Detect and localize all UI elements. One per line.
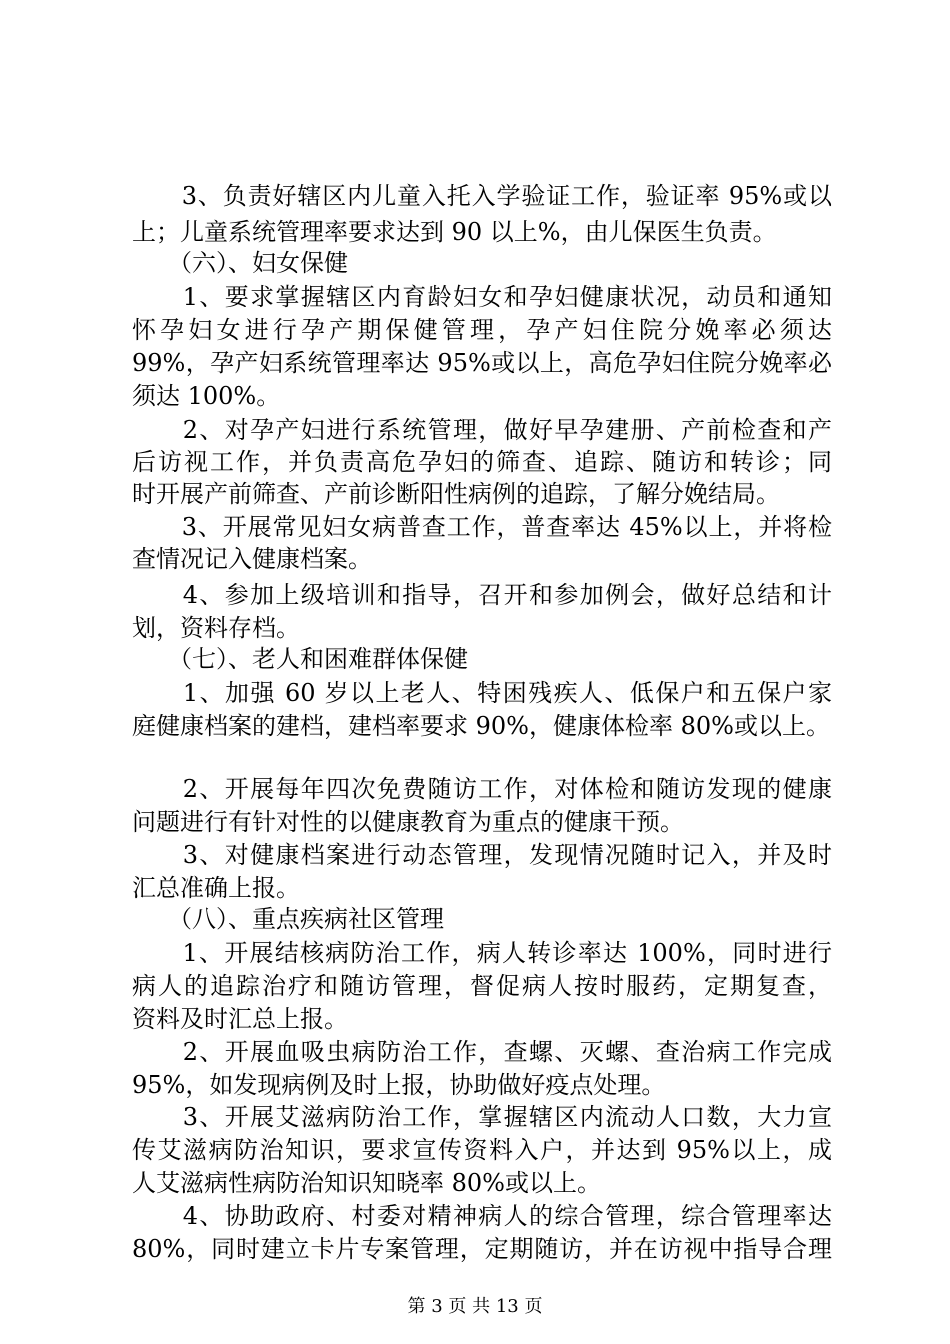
paragraph-line: 4、参加上级培训和指导，召开和参加例会，做好总结和计 [132, 581, 832, 609]
paragraph-line: 3、对健康档案进行动态管理，发现情况随时记入，并及时 [132, 841, 832, 869]
paragraph-line: 3、开展艾滋病防治工作，掌握辖区内流动人口数，大力宣 [132, 1103, 832, 1131]
paragraph-line: 传艾滋病防治知识，要求宣传资料入户，并达到 95%以上，成 [132, 1136, 832, 1164]
paragraph-line: 2、开展血吸虫病防治工作，查螺、灭螺、查治病工作完成 [132, 1038, 832, 1066]
paragraph-line: 2、开展每年四次免费随访工作，对体检和随访发现的健康 [132, 775, 832, 803]
paragraph-line: 须达 100%。 [132, 382, 281, 410]
paragraph-line: 查情况记入健康档案。 [132, 545, 372, 573]
section-heading: （六）、妇女保健 [132, 249, 348, 277]
paragraph-line: 资料及时汇总上报。 [132, 1005, 348, 1033]
paragraph-line: 1、加强 60 岁以上老人、特困残疾人、低保户和五保户家 [132, 679, 832, 707]
paragraph-line: 怀孕妇女进行孕产期保健管理，孕产妇住院分娩率必须达 [132, 316, 832, 344]
paragraph-line: 汇总准确上报。 [132, 874, 300, 902]
paragraph-line: 1、开展结核病防治工作，病人转诊率达 100%，同时进行 [132, 939, 832, 967]
paragraph-line: 时开展产前筛查、产前诊断阳性病例的追踪，了解分娩结局。 [132, 480, 780, 508]
page-number-footer: 第 3 页 共 13 页 [407, 1296, 543, 1317]
paragraph-line: 1、要求掌握辖区内育龄妇女和孕妇健康状况，动员和通知 [132, 283, 832, 311]
paragraph-line: 2、对孕产妇进行系统管理，做好早孕建册、产前检查和产 [132, 416, 832, 444]
section-heading: （八）、重点疾病社区管理 [132, 905, 444, 933]
paragraph-line: 病人的追踪治疗和随访管理，督促病人按时服药，定期复查， [132, 972, 832, 1000]
paragraph-line: 庭健康档案的建档，建档率要求 90%，健康体检率 80%或以上。 [132, 712, 830, 740]
paragraph-line: 95%，如发现病例及时上报，协助做好疫点处理。 [132, 1071, 666, 1099]
paragraph-line: 4、协助政府、村委对精神病人的综合管理，综合管理率达 [132, 1202, 832, 1230]
paragraph-line: 3、开展常见妇女病普查工作，普查率达 45%以上，并将检 [132, 513, 832, 541]
paragraph-line: 99%，孕产妇系统管理率达 95%或以上，高危孕妇住院分娩率必 [132, 349, 832, 377]
section-heading: （七）、老人和困难群体保健 [132, 645, 468, 673]
paragraph-line: 后访视工作，并负责高危孕妇的筛查、追踪、随访和转诊；同 [132, 448, 832, 476]
paragraph-line: 人艾滋病性病防治知识知晓率 80%或以上。 [132, 1169, 601, 1197]
paragraph-line: 问题进行有针对性的以健康教育为重点的健康干预。 [132, 808, 684, 836]
paragraph-line: 80%，同时建立卡片专案管理，定期随访，并在访视中指导合理 [132, 1235, 832, 1263]
paragraph-line: 3、负责好辖区内儿童入托入学验证工作，验证率 95%或以 [132, 182, 832, 210]
paragraph-line: 上；儿童系统管理率要求达到 90 以上%，由儿保医生负责。 [132, 218, 777, 246]
paragraph-line: 划，资料存档。 [132, 614, 300, 642]
